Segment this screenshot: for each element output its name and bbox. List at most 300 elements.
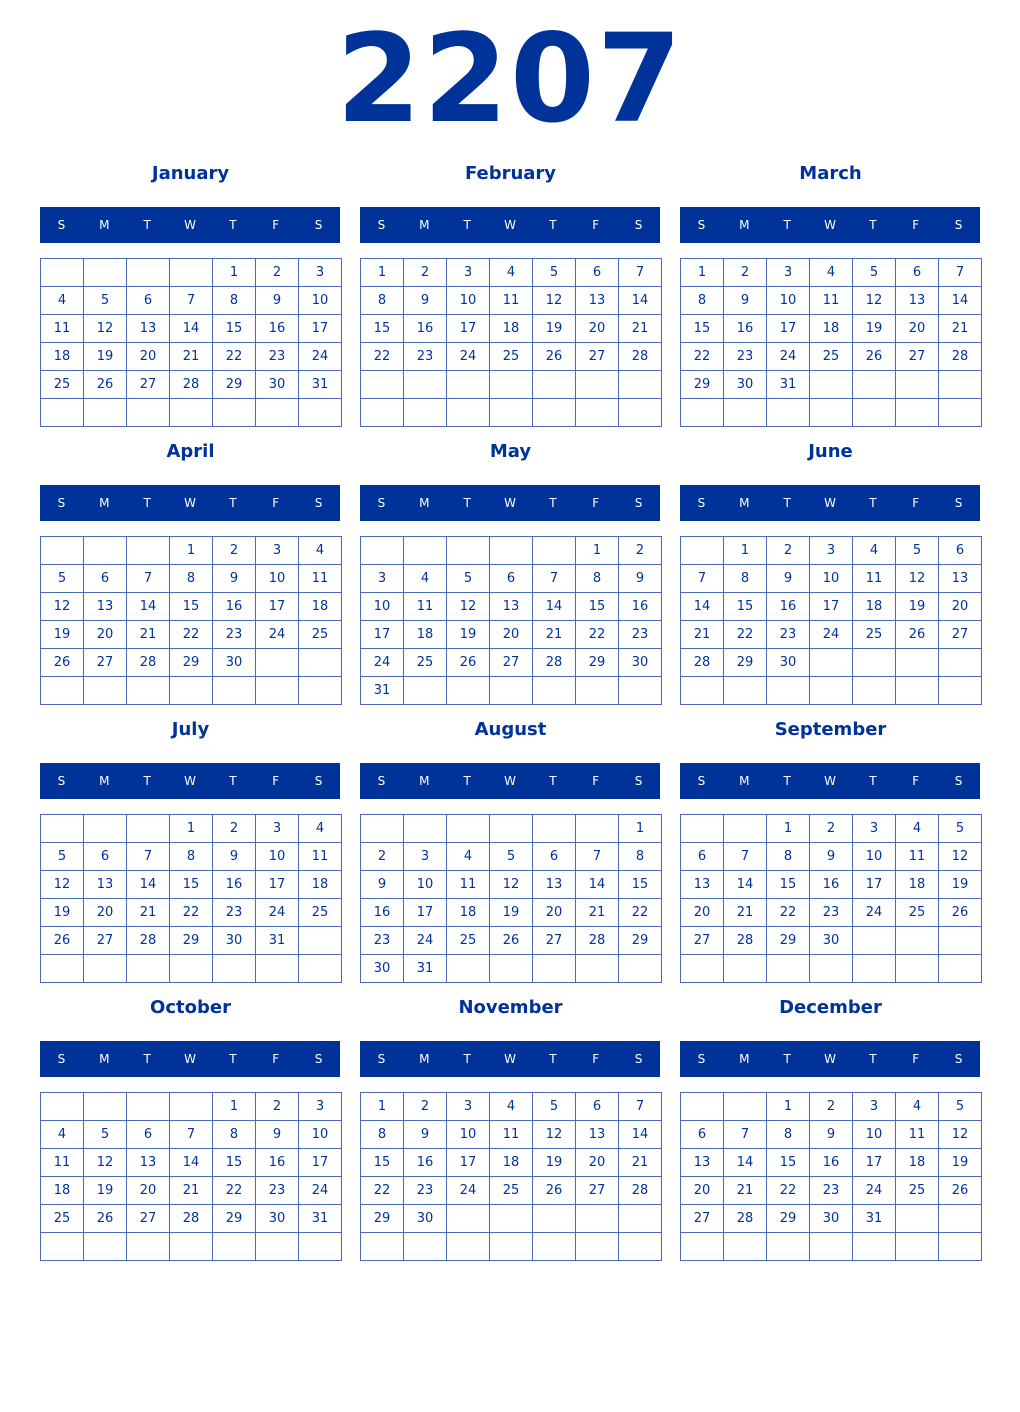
weekday-label: F xyxy=(912,1052,920,1066)
day-cell: 18 xyxy=(853,593,896,621)
day-cell: 6 xyxy=(533,843,576,871)
empty-day-cell xyxy=(127,1093,170,1121)
day-cell: 26 xyxy=(533,1177,576,1205)
day-cell: 11 xyxy=(490,1121,533,1149)
weekday-label: S xyxy=(634,218,643,232)
weekday-label: S xyxy=(634,496,643,510)
day-cell: 24 xyxy=(256,899,299,927)
day-cell: 24 xyxy=(404,927,447,955)
weekday-label: F xyxy=(272,218,280,232)
weekday-label: W xyxy=(184,496,196,510)
weekday-label: S xyxy=(377,496,386,510)
day-cell: 4 xyxy=(299,537,342,565)
day-cell: 5 xyxy=(853,259,896,287)
empty-day-cell xyxy=(853,371,896,399)
empty-day-cell xyxy=(256,399,299,427)
day-cell: 8 xyxy=(576,565,619,593)
empty-day-cell xyxy=(256,677,299,705)
day-cell: 1 xyxy=(170,815,213,843)
day-cell: 8 xyxy=(724,565,767,593)
day-cell: 22 xyxy=(170,899,213,927)
day-cell: 25 xyxy=(41,371,84,399)
day-cell: 11 xyxy=(853,565,896,593)
day-cell: 21 xyxy=(619,1149,662,1177)
weekday-label: S xyxy=(697,496,706,510)
weekday-label: W xyxy=(504,1052,516,1066)
weekday-label: W xyxy=(504,496,516,510)
day-cell: 4 xyxy=(810,259,853,287)
day-cell: 3 xyxy=(810,537,853,565)
weekday-label: S xyxy=(634,1052,643,1066)
empty-day-cell xyxy=(127,399,170,427)
weekday-label: F xyxy=(912,774,920,788)
empty-day-cell xyxy=(896,1205,939,1233)
day-cell: 5 xyxy=(447,565,490,593)
day-cell: 18 xyxy=(490,1149,533,1177)
day-cell: 16 xyxy=(213,871,256,899)
day-cell: 15 xyxy=(170,593,213,621)
day-cell: 7 xyxy=(170,1121,213,1149)
weekday-label: S xyxy=(57,1052,66,1066)
weekday-label: T xyxy=(463,774,471,788)
weekday-label: T xyxy=(783,774,791,788)
day-cell: 18 xyxy=(490,315,533,343)
weekday-label: S xyxy=(954,774,963,788)
day-cell: 24 xyxy=(447,1177,490,1205)
empty-day-cell xyxy=(576,371,619,399)
day-cell: 27 xyxy=(127,371,170,399)
empty-day-cell xyxy=(853,649,896,677)
empty-day-cell xyxy=(533,677,576,705)
day-cell: 13 xyxy=(681,1149,724,1177)
weekday-label: F xyxy=(592,218,600,232)
empty-day-cell xyxy=(447,399,490,427)
day-cell: 1 xyxy=(619,815,662,843)
day-cell: 4 xyxy=(853,537,896,565)
empty-day-cell xyxy=(490,955,533,983)
weekday-label: T xyxy=(869,774,877,788)
day-cell: 23 xyxy=(404,1177,447,1205)
day-cell: 20 xyxy=(576,1149,619,1177)
empty-day-cell xyxy=(490,1205,533,1233)
day-cell: 18 xyxy=(41,1177,84,1205)
day-cell: 2 xyxy=(404,1093,447,1121)
day-cell: 17 xyxy=(299,1149,342,1177)
day-cell: 21 xyxy=(533,621,576,649)
empty-day-cell xyxy=(576,955,619,983)
day-cell: 25 xyxy=(299,899,342,927)
weekday-label: M xyxy=(99,496,110,510)
weekday-label: W xyxy=(504,218,516,232)
day-cell: 5 xyxy=(84,287,127,315)
day-cell: 11 xyxy=(41,1149,84,1177)
empty-day-cell xyxy=(724,815,767,843)
weekday-label: W xyxy=(184,1052,196,1066)
day-cell: 1 xyxy=(724,537,767,565)
day-cell: 8 xyxy=(213,287,256,315)
empty-day-cell xyxy=(533,815,576,843)
year-title: 2207 xyxy=(336,8,684,150)
day-cell: 12 xyxy=(896,565,939,593)
day-cell: 15 xyxy=(619,871,662,899)
day-cell: 25 xyxy=(490,1177,533,1205)
day-cell: 6 xyxy=(896,259,939,287)
weekday-label: W xyxy=(184,774,196,788)
day-cell: 26 xyxy=(939,1177,982,1205)
day-cell: 7 xyxy=(127,843,170,871)
day-cell: 23 xyxy=(810,1177,853,1205)
day-cell: 14 xyxy=(619,287,662,315)
day-cell: 15 xyxy=(170,871,213,899)
empty-day-cell xyxy=(41,1093,84,1121)
weekday-label: M xyxy=(739,774,750,788)
day-cell: 30 xyxy=(810,1205,853,1233)
month-title: February xyxy=(464,163,557,184)
empty-day-cell xyxy=(170,955,213,983)
day-cell: 13 xyxy=(490,593,533,621)
empty-day-cell xyxy=(767,1233,810,1261)
day-cell: 1 xyxy=(576,537,619,565)
day-cell: 25 xyxy=(404,649,447,677)
day-cell: 13 xyxy=(576,1121,619,1149)
day-cell: 17 xyxy=(256,871,299,899)
day-cell: 2 xyxy=(213,815,256,843)
day-cell: 1 xyxy=(213,259,256,287)
weekday-label: T xyxy=(463,496,471,510)
day-cell: 30 xyxy=(724,371,767,399)
day-cell: 30 xyxy=(404,1205,447,1233)
day-cell: 27 xyxy=(939,621,982,649)
day-cell: 20 xyxy=(127,1177,170,1205)
weekday-label: S xyxy=(57,218,66,232)
empty-day-cell xyxy=(681,1233,724,1261)
day-cell: 28 xyxy=(170,1205,213,1233)
day-cell: 4 xyxy=(896,1093,939,1121)
day-cell: 22 xyxy=(767,1177,810,1205)
empty-day-cell xyxy=(170,1233,213,1261)
empty-day-cell xyxy=(939,677,982,705)
empty-day-cell xyxy=(939,927,982,955)
day-cell: 28 xyxy=(127,927,170,955)
empty-day-cell xyxy=(256,955,299,983)
empty-day-cell xyxy=(490,1233,533,1261)
day-cell: 8 xyxy=(170,565,213,593)
empty-day-cell xyxy=(767,677,810,705)
weekday-header xyxy=(680,763,980,799)
empty-day-cell xyxy=(213,399,256,427)
day-cell: 28 xyxy=(533,649,576,677)
empty-day-cell xyxy=(724,1233,767,1261)
empty-day-cell xyxy=(939,955,982,983)
day-cell: 10 xyxy=(299,1121,342,1149)
day-cell: 30 xyxy=(361,955,404,983)
weekday-label: M xyxy=(739,218,750,232)
day-cell: 30 xyxy=(213,927,256,955)
weekday-label: T xyxy=(463,218,471,232)
day-cell: 3 xyxy=(256,537,299,565)
day-cell: 19 xyxy=(41,621,84,649)
day-cell: 29 xyxy=(576,649,619,677)
empty-day-cell xyxy=(810,649,853,677)
day-cell: 24 xyxy=(810,621,853,649)
weekday-label: M xyxy=(419,1052,430,1066)
empty-day-cell xyxy=(127,677,170,705)
day-cell: 8 xyxy=(361,1121,404,1149)
day-cell: 22 xyxy=(724,621,767,649)
weekday-label: S xyxy=(57,496,66,510)
empty-day-cell xyxy=(619,399,662,427)
day-cell: 24 xyxy=(361,649,404,677)
empty-day-cell xyxy=(41,259,84,287)
day-cell: 14 xyxy=(939,287,982,315)
weekday-header xyxy=(360,207,660,243)
day-cell: 26 xyxy=(84,1205,127,1233)
weekday-header xyxy=(680,207,980,243)
day-cell: 2 xyxy=(724,259,767,287)
day-cell: 14 xyxy=(170,315,213,343)
day-cell: 3 xyxy=(853,1093,896,1121)
empty-day-cell xyxy=(681,537,724,565)
day-cell: 28 xyxy=(724,1205,767,1233)
empty-day-cell xyxy=(256,649,299,677)
empty-day-cell xyxy=(41,677,84,705)
weekday-label: M xyxy=(739,1052,750,1066)
day-cell: 6 xyxy=(127,1121,170,1149)
empty-day-cell xyxy=(619,677,662,705)
day-cell: 6 xyxy=(681,1121,724,1149)
weekday-label: S xyxy=(954,218,963,232)
empty-day-cell xyxy=(447,1205,490,1233)
day-cell: 12 xyxy=(533,1121,576,1149)
day-cell: 25 xyxy=(810,343,853,371)
weekday-header xyxy=(40,763,340,799)
month-title: December xyxy=(779,997,882,1018)
day-cell: 15 xyxy=(681,315,724,343)
day-cell: 31 xyxy=(404,955,447,983)
day-cell: 19 xyxy=(84,343,127,371)
day-cell: 17 xyxy=(853,1149,896,1177)
day-cell: 8 xyxy=(681,287,724,315)
day-cell: 1 xyxy=(361,1093,404,1121)
day-cell: 18 xyxy=(41,343,84,371)
day-cell: 3 xyxy=(447,1093,490,1121)
day-cell: 9 xyxy=(810,843,853,871)
month-title: April xyxy=(166,441,215,462)
day-cell: 1 xyxy=(767,815,810,843)
empty-day-cell xyxy=(404,1233,447,1261)
day-cell: 29 xyxy=(213,1205,256,1233)
day-cell: 22 xyxy=(619,899,662,927)
weekday-header xyxy=(360,485,660,521)
weekday-label: M xyxy=(419,496,430,510)
day-cell: 10 xyxy=(361,593,404,621)
day-cell: 18 xyxy=(896,871,939,899)
empty-day-cell xyxy=(84,537,127,565)
day-cell: 6 xyxy=(681,843,724,871)
day-cell: 9 xyxy=(256,287,299,315)
empty-day-cell xyxy=(404,371,447,399)
weekday-label: T xyxy=(783,1052,791,1066)
day-cell: 7 xyxy=(170,287,213,315)
empty-day-cell xyxy=(533,1205,576,1233)
empty-day-cell xyxy=(299,649,342,677)
day-cell: 30 xyxy=(256,1205,299,1233)
empty-day-cell xyxy=(681,955,724,983)
day-cell: 21 xyxy=(170,1177,213,1205)
weekday-label: S xyxy=(314,496,323,510)
day-cell: 27 xyxy=(84,649,127,677)
weekday-label: S xyxy=(634,774,643,788)
day-cell: 22 xyxy=(361,343,404,371)
day-cell: 11 xyxy=(404,593,447,621)
day-cell: 4 xyxy=(41,287,84,315)
day-cell: 21 xyxy=(127,899,170,927)
day-cell: 13 xyxy=(939,565,982,593)
month-title: May xyxy=(489,441,532,462)
weekday-label: F xyxy=(912,218,920,232)
weekday-label: S xyxy=(954,1052,963,1066)
empty-day-cell xyxy=(576,1205,619,1233)
day-cell: 17 xyxy=(361,621,404,649)
day-cell: 2 xyxy=(404,259,447,287)
day-cell: 2 xyxy=(810,815,853,843)
day-cell: 13 xyxy=(127,315,170,343)
day-cell: 9 xyxy=(213,565,256,593)
day-cell: 12 xyxy=(84,1149,127,1177)
day-cell: 10 xyxy=(256,565,299,593)
weekday-label: M xyxy=(99,1052,110,1066)
weekday-label: S xyxy=(314,774,323,788)
day-cell: 13 xyxy=(896,287,939,315)
empty-day-cell xyxy=(810,399,853,427)
day-grid xyxy=(680,536,982,705)
weekday-label: T xyxy=(869,218,877,232)
day-cell: 22 xyxy=(361,1177,404,1205)
day-cell: 23 xyxy=(724,343,767,371)
day-cell: 10 xyxy=(853,843,896,871)
weekday-label: T xyxy=(549,774,557,788)
day-cell: 16 xyxy=(213,593,256,621)
weekday-label: S xyxy=(314,218,323,232)
day-cell: 12 xyxy=(447,593,490,621)
day-cell: 23 xyxy=(767,621,810,649)
day-cell: 24 xyxy=(299,343,342,371)
day-cell: 12 xyxy=(41,871,84,899)
day-cell: 5 xyxy=(490,843,533,871)
weekday-label: T xyxy=(143,496,151,510)
day-cell: 16 xyxy=(619,593,662,621)
empty-day-cell xyxy=(939,649,982,677)
empty-day-cell xyxy=(490,399,533,427)
empty-day-cell xyxy=(256,1233,299,1261)
day-cell: 19 xyxy=(447,621,490,649)
month-title: August xyxy=(474,719,547,740)
empty-day-cell xyxy=(533,371,576,399)
weekday-label: T xyxy=(143,774,151,788)
weekday-label: T xyxy=(143,1052,151,1066)
empty-day-cell xyxy=(767,399,810,427)
empty-day-cell xyxy=(681,1093,724,1121)
day-cell: 29 xyxy=(213,371,256,399)
weekday-label: T xyxy=(549,218,557,232)
day-cell: 4 xyxy=(490,1093,533,1121)
day-cell: 7 xyxy=(724,843,767,871)
empty-day-cell xyxy=(939,399,982,427)
month-title: October xyxy=(150,997,231,1018)
empty-day-cell xyxy=(299,677,342,705)
weekday-label: W xyxy=(184,218,196,232)
weekday-label: M xyxy=(419,218,430,232)
empty-day-cell xyxy=(896,927,939,955)
day-cell: 29 xyxy=(170,649,213,677)
day-cell: 27 xyxy=(896,343,939,371)
empty-day-cell xyxy=(576,399,619,427)
empty-day-cell xyxy=(299,927,342,955)
empty-day-cell xyxy=(84,1093,127,1121)
day-cell: 16 xyxy=(767,593,810,621)
day-cell: 24 xyxy=(447,343,490,371)
day-cell: 9 xyxy=(361,871,404,899)
weekday-label: M xyxy=(99,774,110,788)
empty-day-cell xyxy=(576,815,619,843)
day-cell: 9 xyxy=(404,1121,447,1149)
empty-day-cell xyxy=(447,815,490,843)
day-cell: 31 xyxy=(361,677,404,705)
day-cell: 29 xyxy=(361,1205,404,1233)
empty-day-cell xyxy=(299,399,342,427)
day-cell: 11 xyxy=(810,287,853,315)
day-cell: 3 xyxy=(404,843,447,871)
day-cell: 11 xyxy=(896,1121,939,1149)
day-cell: 11 xyxy=(299,565,342,593)
empty-day-cell xyxy=(853,677,896,705)
day-cell: 25 xyxy=(447,927,490,955)
day-cell: 1 xyxy=(767,1093,810,1121)
day-cell: 15 xyxy=(767,871,810,899)
day-cell: 1 xyxy=(213,1093,256,1121)
day-cell: 21 xyxy=(724,1177,767,1205)
day-cell: 17 xyxy=(853,871,896,899)
day-cell: 8 xyxy=(213,1121,256,1149)
empty-day-cell xyxy=(127,815,170,843)
day-cell: 18 xyxy=(299,593,342,621)
empty-day-cell xyxy=(490,371,533,399)
empty-day-cell xyxy=(361,399,404,427)
day-cell: 10 xyxy=(299,287,342,315)
day-cell: 25 xyxy=(490,343,533,371)
day-cell: 10 xyxy=(447,1121,490,1149)
day-cell: 19 xyxy=(84,1177,127,1205)
day-cell: 16 xyxy=(256,1149,299,1177)
empty-day-cell xyxy=(41,815,84,843)
empty-day-cell xyxy=(41,955,84,983)
day-cell: 27 xyxy=(490,649,533,677)
day-cell: 14 xyxy=(724,1149,767,1177)
day-cell: 16 xyxy=(724,315,767,343)
day-cell: 2 xyxy=(256,1093,299,1121)
day-grid xyxy=(360,258,662,427)
day-cell: 3 xyxy=(299,259,342,287)
day-cell: 7 xyxy=(533,565,576,593)
weekday-label: S xyxy=(954,496,963,510)
weekday-label: T xyxy=(229,496,237,510)
day-cell: 20 xyxy=(576,315,619,343)
day-cell: 6 xyxy=(576,1093,619,1121)
day-cell: 13 xyxy=(127,1149,170,1177)
day-cell: 8 xyxy=(361,287,404,315)
day-cell: 13 xyxy=(84,593,127,621)
day-cell: 20 xyxy=(896,315,939,343)
